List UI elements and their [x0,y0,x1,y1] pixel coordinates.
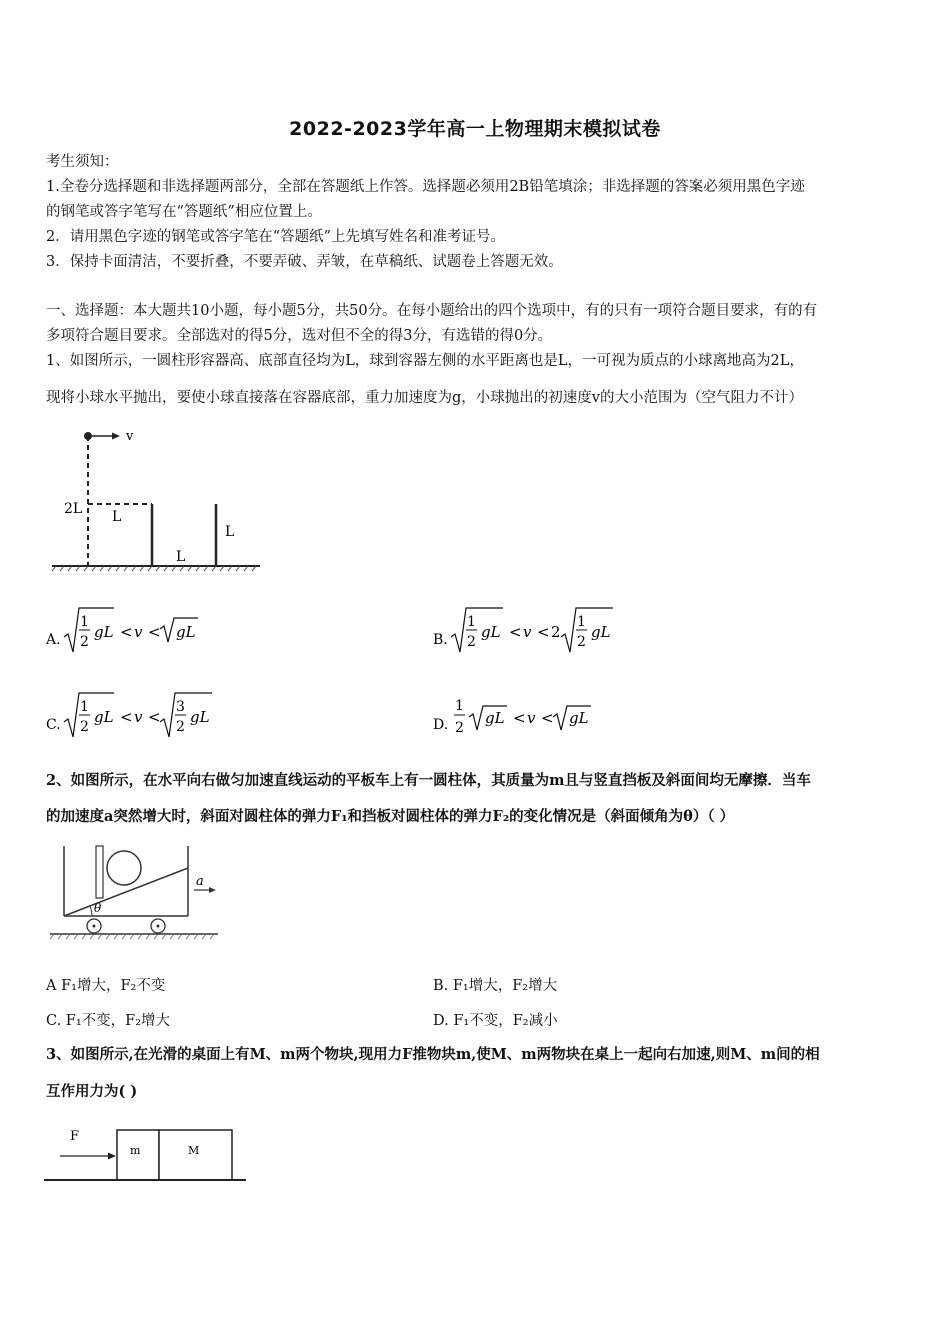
q1-v-label: v [126,429,134,444]
q2-option-c[interactable]: C. F₁不变，F₂增大 [46,1013,171,1029]
q2-theta-label: θ [94,901,102,915]
svg-text:v: v [134,623,143,641]
svg-text:C.: C. [46,717,61,733]
q1-2L-label: 2L [64,501,83,517]
svg-text:A.: A. [46,632,61,648]
svg-text:<: < [509,623,522,641]
q2-figure [48,838,223,943]
svg-text:v: v [134,708,143,726]
cylinder-icon [107,851,141,885]
svg-text:gL: gL [481,623,501,641]
svg-text:<: < [120,708,133,726]
q1-option-d[interactable] [433,690,633,742]
svg-text:gL: gL [94,623,114,641]
notice-item-2: 2．请用黑色字迹的钢笔或答字笔在“答题纸”上先填写姓名和准考证号。 [46,229,506,245]
q1-stem-line-2: 现将小球水平抛出，要使小球直接落在容器底部，重力加速度为g，小球抛出的初速度v的大小范围为（空气阻力不计） [46,390,803,406]
svg-text:1: 1 [80,614,89,630]
svg-text:<: < [541,709,554,727]
ball-icon [84,432,92,440]
svg-text:2: 2 [551,623,561,641]
q2-option-a[interactable]: A F₁增大，F₂不变 [46,978,166,994]
q1-option-b[interactable] [433,604,653,658]
q2-a-label: a [196,874,204,889]
q3-F-label: F [70,1129,80,1144]
svg-text:1: 1 [80,699,89,715]
q1-option-c[interactable] [46,687,246,743]
svg-text:gL: gL [569,709,589,727]
svg-text:3: 3 [176,699,185,715]
svg-text:gL: gL [485,709,505,727]
q2-stem-line-1: 2、如图所示，在水平向右做匀加速直线运动的平板车上有一圆柱体，其质量为m且与竖直挡板及斜面间均无摩擦．当车 [46,772,811,789]
notice-item-1-cont: 的钢笔或答字笔写在“答题纸”相应位置上。 [46,204,322,220]
svg-text:2: 2 [577,634,586,650]
svg-text:gL: gL [190,708,210,726]
svg-text:B.: B. [433,632,448,648]
q2-option-d[interactable]: D. F₁不变，F₂减小 [433,1013,558,1029]
q1-figure [48,420,268,580]
q1-L-right-label: L [225,524,235,540]
svg-text:gL: gL [176,623,196,641]
svg-text:1: 1 [577,614,586,630]
q3-figure [44,1122,254,1188]
q2-stem-line-2: 的加速度a突然增大时，斜面对圆柱体的弹力F₁和挡板对圆柱体的弹力F₂的变化情况是（斜面倾角为θ）（ ） [46,808,735,825]
section-intro-line-1: 一、选择题：本大题共10小题，每小题5分，共50分。在每小题给出的四个选项中，有的只有一项符合题目要求，有的有 [46,303,818,319]
svg-text:2: 2 [467,634,476,650]
svg-text:1: 1 [467,614,476,630]
notice-heading: 考生须知： [46,154,119,170]
svg-text:<: < [120,623,133,641]
svg-text:2: 2 [455,720,464,736]
svg-text:gL: gL [591,623,611,641]
q2-option-b[interactable]: B. F₁增大，F₂增大 [433,978,558,994]
svg-text:1: 1 [455,698,464,714]
q1-L-top-label: L [112,509,122,525]
q1-L-bottom-label: L [176,549,186,565]
notice-item-1: 1.全卷分选择题和非选择题两部分，全部在答题纸上作答。选择题必须用2B铅笔填涂；非选择题的答案必须用黑色字迹 [46,179,805,195]
svg-text:<: < [537,623,550,641]
svg-text:2: 2 [80,719,89,735]
q3-stem-line-2: 互作用力为( ) [46,1083,138,1100]
page-title: 2022-2023学年高一上物理期末模拟试卷 [289,118,661,140]
svg-text:<: < [513,709,526,727]
q1-stem-line-1: 1、如图所示，一圆柱形容器高、底部直径均为L，球到容器左侧的水平距离也是L，一可视为质点的小球离地高为2L， [46,353,804,369]
svg-text:2: 2 [176,719,185,735]
q3-m-label: m [130,1144,141,1157]
q3-M-label: M [188,1144,200,1157]
svg-text:<: < [148,708,161,726]
q3-stem-line-1: 3、如图所示,在光滑的桌面上有M、m两个物块,现用力F推物块m,使M、m两物块在桌上一起向右加速,则M、m间的相 [46,1046,820,1063]
q1-option-a[interactable] [46,604,246,658]
notice-item-3: 3．保持卡面清洁，不要折叠，不要弄破、弄皱，在草稿纸、试题卷上答题无效。 [46,254,563,270]
svg-text:<: < [148,623,161,641]
section-intro-line-2: 多项符合题目要求。全部选对的得5分，选对但不全的得3分，有选错的得0分。 [46,328,553,344]
svg-text:D.: D. [433,717,449,733]
svg-text:v: v [527,709,536,727]
svg-text:gL: gL [94,708,114,726]
svg-text:2: 2 [80,634,89,650]
svg-text:v: v [523,623,532,641]
